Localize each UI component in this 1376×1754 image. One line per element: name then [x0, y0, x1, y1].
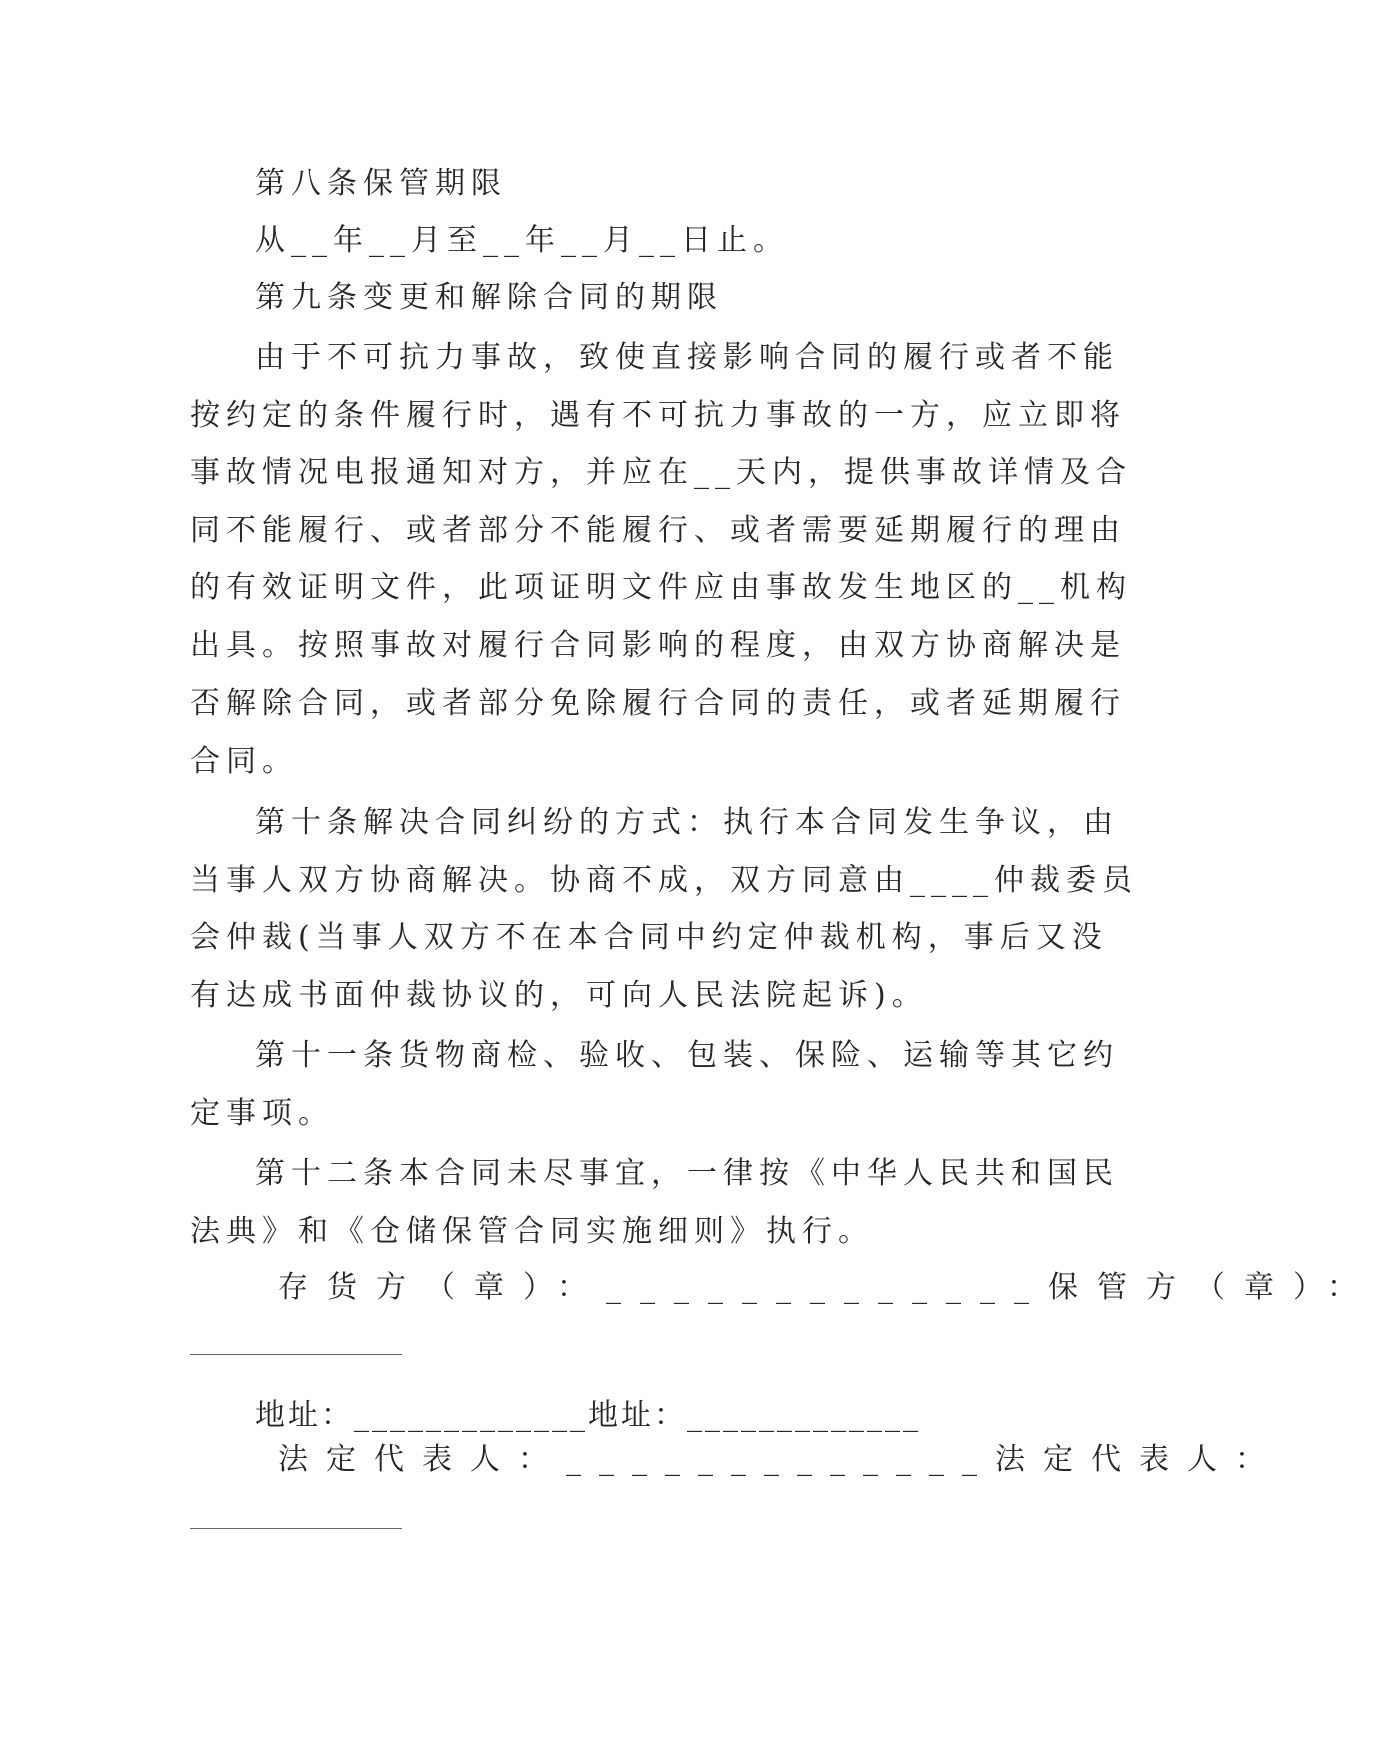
article-9-text-line: 由于不可抗力事故，致使直接影响合同的履行或者不能 [255, 340, 1119, 375]
article-9-text-line: 同不能履行、或者部分不能履行、或者需要延期履行的理由 [190, 513, 1126, 548]
article-10-text-line: 第十条解决合同纠纷的方式：执行本合同发生争议，由 [255, 805, 1119, 840]
article-9-text-line: 否解除合同，或者部分免除履行合同的责任，或者延期履行 [190, 686, 1126, 721]
signature-blank-rule [190, 1354, 402, 1355]
article-8-heading: 第八条保管期限 [255, 166, 507, 201]
article-10-text-line: 会仲裁(当事人双方不在本合同中约定仲裁机构，事后又没 [190, 920, 1108, 955]
article-11-text-line: 定事项。 [190, 1096, 334, 1131]
article-9-text-line: 事故情况电报通知对方，并应在__天内，提供事故详情及合 [190, 455, 1132, 490]
article-9-text-line: 的有效证明文件，此项证明文件应由事故发生地区的__机构 [190, 570, 1132, 605]
article-10-text-line: 当事人双方协商解决。协商不成，双方同意由____仲裁委员 [190, 863, 1138, 898]
representative-blank-rule [190, 1528, 402, 1529]
article-9-text-line: 按约定的条件履行时，遇有不可抗力事故的一方，应立即将 [190, 398, 1126, 433]
article-11-text-line: 第十一条货物商检、验收、包装、保险、运输等其它约 [255, 1038, 1119, 1073]
article-8-period: 从__年__月至__年__月__日止。 [255, 223, 789, 258]
article-9-heading: 第九条变更和解除合同的期限 [255, 280, 723, 315]
article-9-text-line: 出具。按照事故对履行合同影响的程度，由双方协商解决是 [190, 628, 1126, 663]
address-line: 地址：_____________地址：_____________ [255, 1398, 921, 1433]
article-12-text-line: 法典》和《仓储保管合同实施细则》执行。 [190, 1214, 874, 1249]
article-10-text-line: 有达成书面仲裁协议的，可向人民法院起诉)。 [190, 978, 928, 1013]
legal-representative-line: 法定代表人：_____________法定代表人： [278, 1442, 1283, 1477]
article-9-text-line: 合同。 [190, 744, 298, 779]
article-12-text-line: 第十二条本合同未尽事宜，一律按《中华人民共和国民 [255, 1156, 1119, 1191]
signature-party-line: 存货方（章）：_____________保管方（章）： [278, 1270, 1376, 1305]
